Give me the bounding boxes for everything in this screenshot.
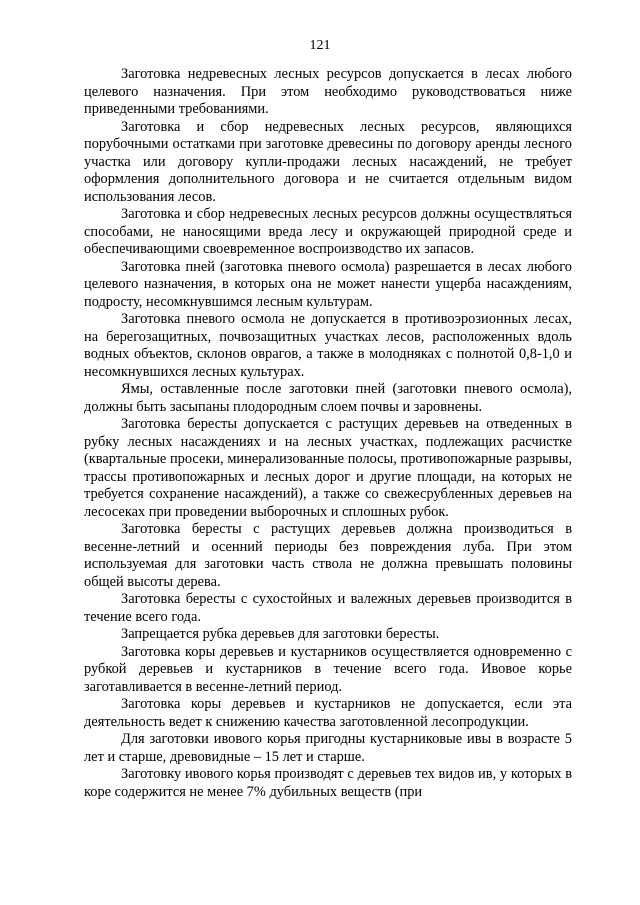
body-text	[84, 66, 572, 801]
paragraph: Запрещается рубка деревьев для заготовки бересты.	[121, 626, 440, 642]
page-number: 121	[309, 38, 331, 53]
paragraph: Заготовка бересты с растущих деревьев должна производиться в весенне-летний и осенний периоды без повреждения луба. При этом используемая для заготовки часть ствола не должна превышать половины общей высоты дерева.	[84, 521, 572, 590]
paragraph: Заготовку ивового корья производят с деревьев тех видов ив, у которых в коре содержится не менее 7% дубильных веществ (при	[84, 766, 572, 800]
paragraph: Заготовка пней (заготовка пневого осмола) разрешается в лесах любого целевого назначения, в которых она не может нанести ущерба насаждениям, подросту, несомкнувшимся лесным культурам.	[84, 258, 572, 310]
paragraph: Заготовка бересты с сухостойных и валежных деревьев производится в течение всего года.	[84, 591, 572, 625]
paragraph: Заготовка недревесных лесных ресурсов допускается в лесах любого целевого назначения. При этом необходимо руководствоваться ниже приведенными требованиями.	[84, 66, 572, 117]
paragraph: Заготовка и сбор недревесных лесных ресурсов, являющихся порубочными остатками при заготовке древесины по договору аренды лесного участка или договору купли-продажи лесных насаждений, не требует оформления дополнительного договора и не считается отдельным видом использования лесов.	[84, 118, 572, 205]
paragraph: Ямы, оставленные после заготовки пней (заготовки пневого осмола), должны быть засыпаны плодородным слоем почвы и заровнены.	[84, 381, 572, 415]
paragraph: Заготовка пневого осмола не допускается в противоэрозионных лесах, на берегозащитных, почвозащитных участках лесов, расположенных вдоль водных объектов, склонов оврагов, а также в молодняках с полнотой 0,8-1,0 и несомкнувшихся лесных культурах.	[84, 311, 572, 380]
paragraph: Заготовка коры деревьев и кустарников не допускается, если эта деятельность ведет к снижению качества заготовленной лесопродукции.	[84, 696, 572, 730]
paragraph: Для заготовки ивового корья пригодны кустарниковые ивы в возрасте 5 лет и старше, древовидные – 15 лет и старше.	[84, 731, 572, 765]
paragraph: Заготовка и сбор недревесных лесных ресурсов должны осуществляться способами, не наносящими вреда лесу и окружающей природной среде и обеспечивающими своевременное воспроизводство их запасов.	[84, 206, 572, 257]
paragraph: Заготовка коры деревьев и кустарников осуществляется одновременно с рубкой деревьев и кустарников в течение всего года. Ивовое корье заготавливается в весенне-летний период.	[84, 643, 572, 695]
paragraph: Заготовка бересты допускается с растущих деревьев на отведенных в рубку лесных насаждениях и на лесных участках, подлежащих расчистке (квартальные просеки, минерализованные полосы, противопожарные разрывы, трассы противопожарных и лесных дорог и другие площади, на которых не требуется сохранение насаждений), а также со свежесрубленных деревьев на лесосеках при проведении выборочных и сплошных рубок.	[84, 416, 572, 520]
